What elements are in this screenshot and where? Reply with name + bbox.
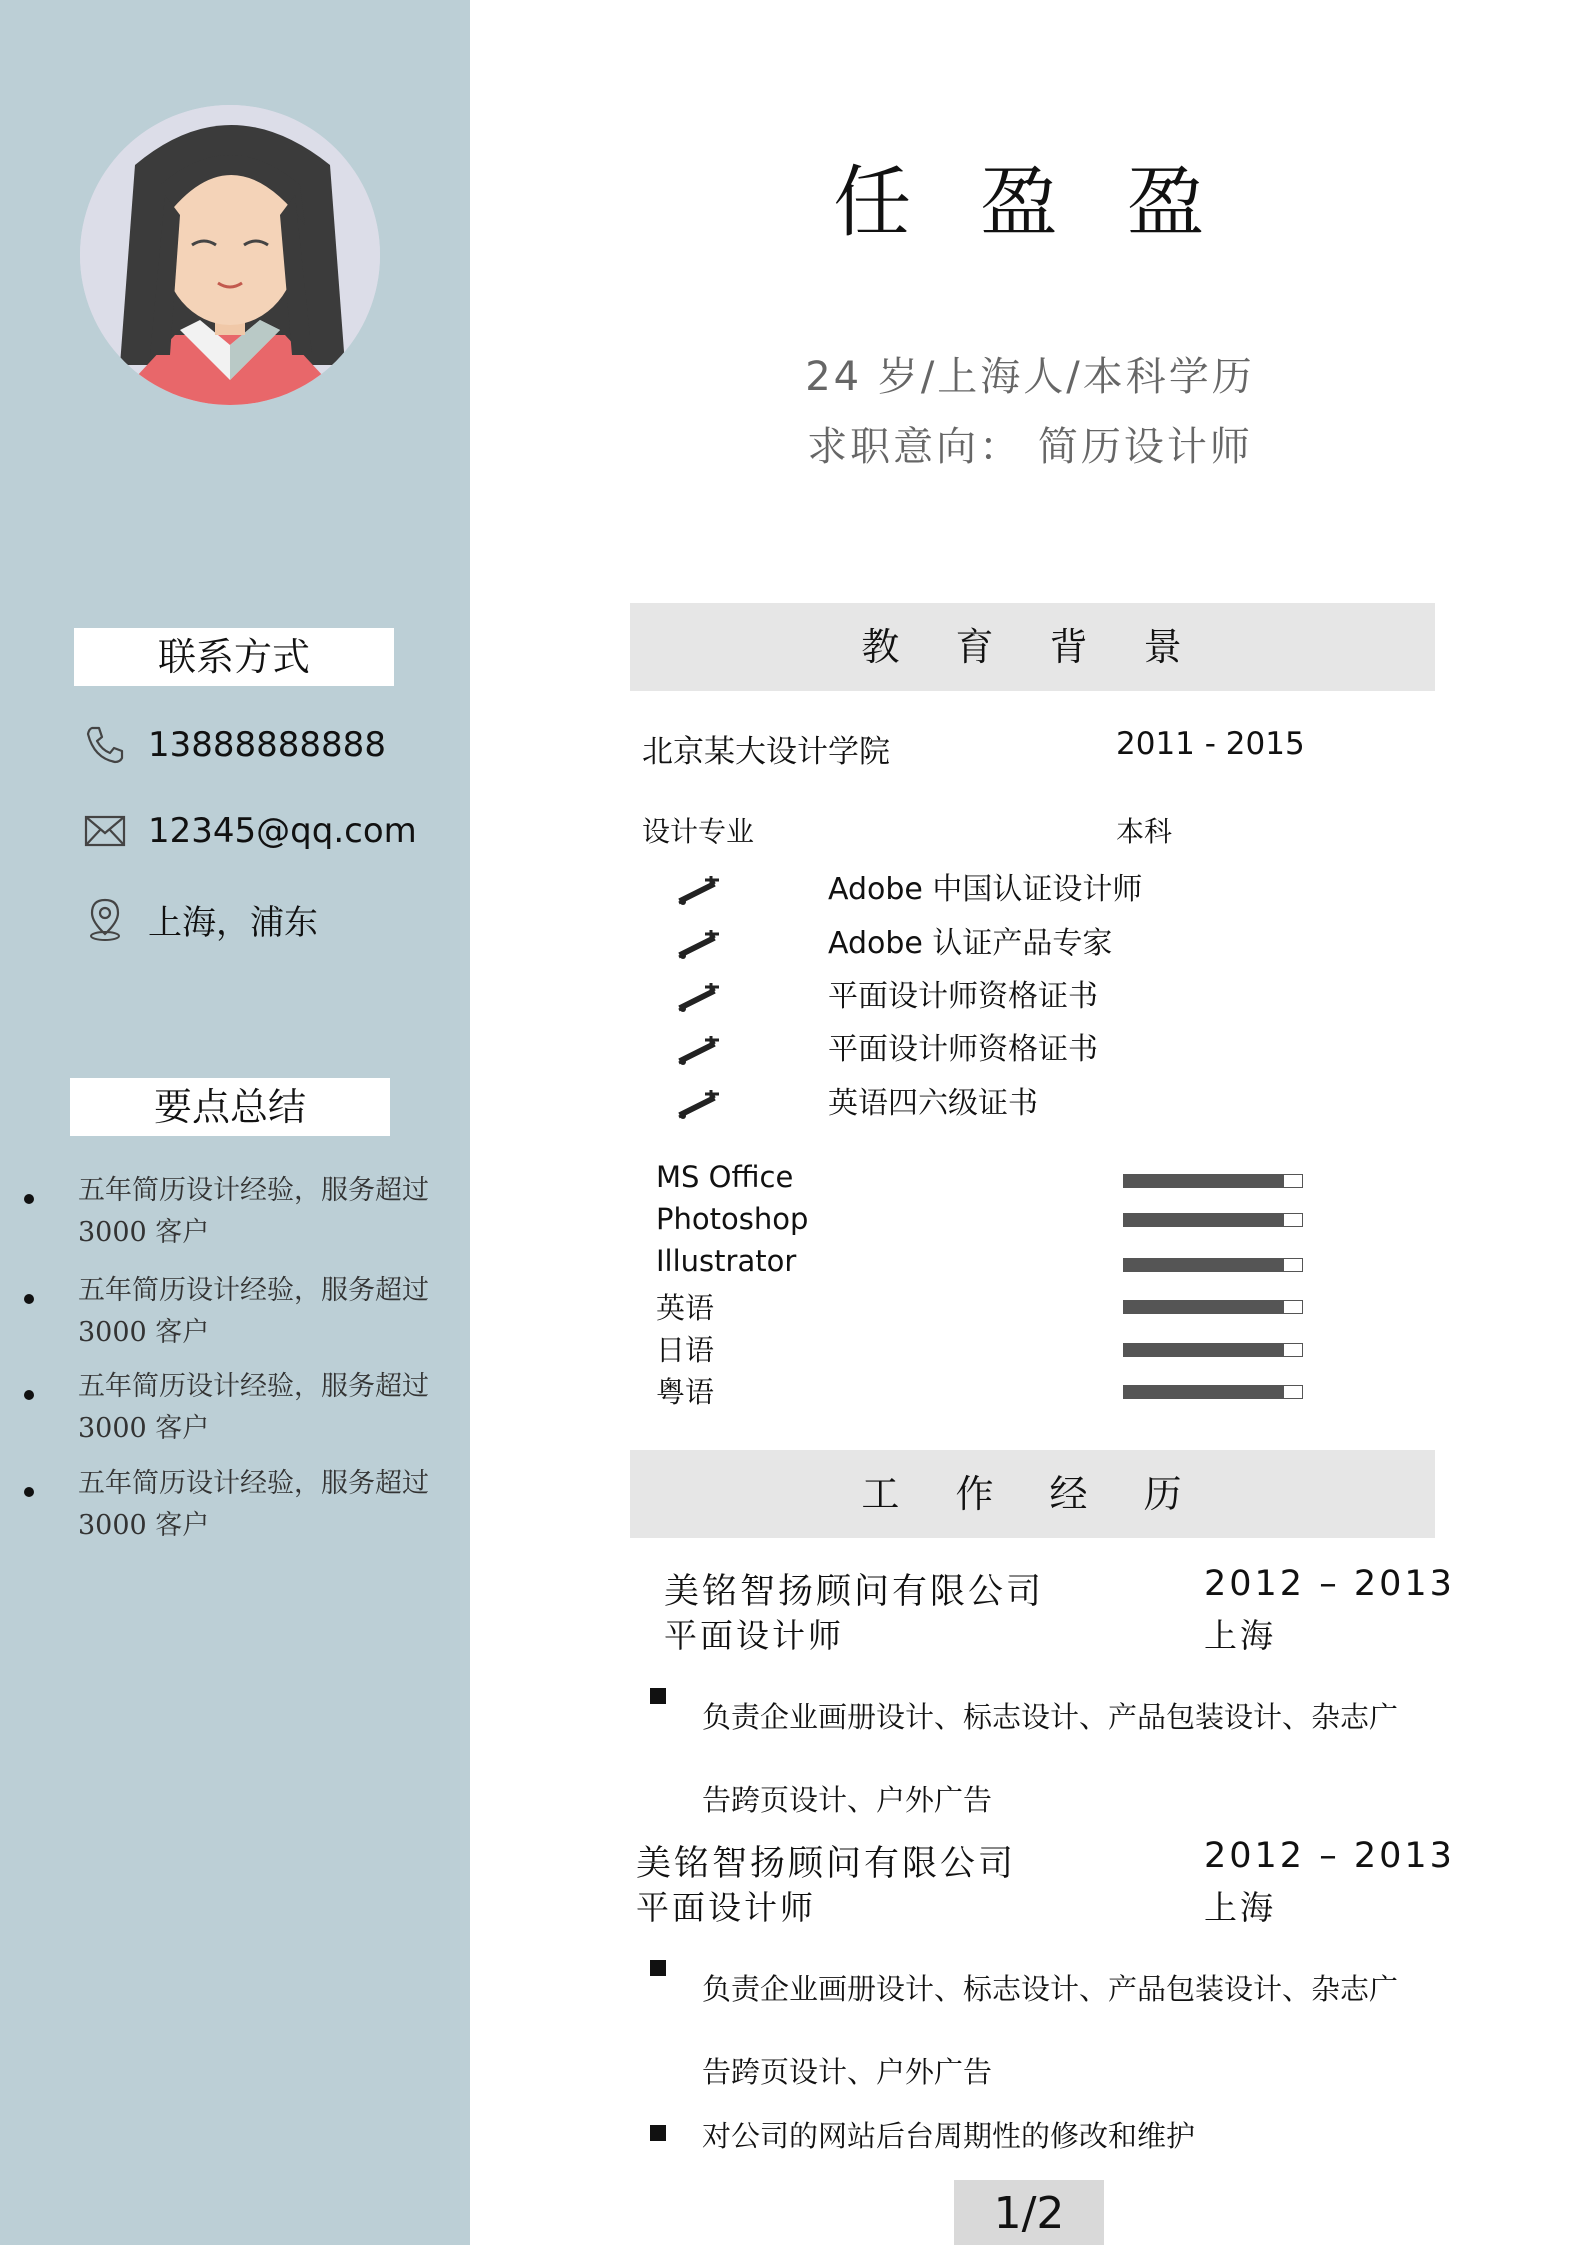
- contact-email: [82, 806, 417, 856]
- job-city: 上海: [1204, 1888, 1276, 1927]
- skill-bar-fill: [1124, 1175, 1284, 1187]
- job-role: 平面设计师: [636, 1888, 816, 1927]
- diploma-icon: [675, 926, 723, 962]
- contact-phone: [82, 720, 386, 770]
- certificate-item: 平面设计师资格证书: [828, 1032, 1098, 1067]
- skill-bar-fill: [1124, 1214, 1284, 1226]
- job-company: 美铭智扬顾问有限公司: [664, 1572, 1045, 1612]
- skill-bar-fill: [1124, 1344, 1284, 1356]
- certificate-item: 英语四六级证书: [828, 1086, 1038, 1121]
- job-duty: 负责企业画册设计、标志设计、产品包装设计、杂志广告跨页设计、户外广告: [702, 1700, 1399, 1817]
- summary-text: 五年简历设计经验，服务超过 3000 客户: [78, 1468, 429, 1541]
- summary-text: 五年简历设计经验，服务超过 3000 客户: [78, 1175, 429, 1248]
- job-objective: 求职意向： 简历设计师: [807, 424, 1253, 470]
- diploma-icon: [675, 872, 723, 908]
- diploma-icon: [675, 1032, 723, 1068]
- email-text: 12345@qq.com: [148, 811, 417, 851]
- contact-location: [82, 894, 318, 944]
- skill-label: 粤语: [656, 1375, 715, 1409]
- diploma-icon: [675, 979, 723, 1015]
- bullet-icon: [24, 1487, 34, 1497]
- skill-bar: [1123, 1300, 1303, 1314]
- skill-bar: [1123, 1174, 1303, 1188]
- skill-bar-fill: [1124, 1386, 1284, 1398]
- location-pin-icon: [82, 896, 128, 942]
- skill-bar: [1123, 1385, 1303, 1399]
- bullet-icon: [24, 1390, 34, 1400]
- degree: 本科: [1116, 815, 1173, 848]
- avatar: [80, 105, 380, 405]
- certificate-item: 平面设计师资格证书: [828, 979, 1098, 1014]
- skill-bar-fill: [1124, 1301, 1284, 1313]
- bullet-square-icon: [650, 1688, 666, 1704]
- major: 设计专业: [642, 815, 755, 848]
- skill-label: 日语: [656, 1333, 715, 1367]
- skill-label: Illustrator: [656, 1244, 797, 1278]
- school-years: 2011 - 2015: [1116, 726, 1305, 762]
- contact-title: 联系方式: [74, 628, 394, 686]
- job-duty: 对公司的网站后台周期性的修改和维护: [702, 2119, 1196, 2153]
- summary-text: 五年简历设计经验，服务超过 3000 客户: [78, 1275, 429, 1348]
- job-role: 平面设计师: [664, 1616, 844, 1655]
- phone-icon: [82, 722, 128, 768]
- skill-label: 英语: [656, 1291, 715, 1325]
- skill-bar: [1123, 1343, 1303, 1357]
- skill-label: MS Office: [656, 1160, 794, 1194]
- location-text: 上海，浦东: [148, 902, 318, 943]
- certificate-item: Adobe 中国认证设计师: [828, 872, 1143, 907]
- job-city: 上海: [1204, 1616, 1276, 1655]
- job-company: 美铭智扬顾问有限公司: [636, 1844, 1017, 1884]
- work-heading: 工 作 经 历: [630, 1450, 1435, 1538]
- skill-bar: [1123, 1258, 1303, 1272]
- candidate-info: 24 岁/上海人/本科学历: [805, 354, 1255, 400]
- avatar-illustration: [80, 105, 380, 405]
- phone-text: 13888888888: [148, 725, 386, 765]
- candidate-name: 任 盈 盈: [833, 158, 1227, 248]
- sidebar: [0, 0, 470, 2245]
- diploma-icon: [675, 1086, 723, 1122]
- education-heading: 教 育 背 景: [630, 603, 1435, 691]
- summary-title: 要点总结: [70, 1078, 390, 1136]
- page-number: 1/2: [954, 2180, 1104, 2245]
- bullet-square-icon: [650, 1960, 666, 1976]
- certificate-item: Adobe 认证产品专家: [828, 926, 1113, 961]
- job-years: 2012 – 2013: [1204, 1836, 1455, 1876]
- job-years: 2012 – 2013: [1204, 1564, 1455, 1604]
- bullet-square-icon: [650, 2125, 666, 2141]
- summary-text: 五年简历设计经验，服务超过 3000 客户: [78, 1371, 429, 1444]
- mail-icon: [82, 808, 128, 854]
- job-duty: 负责企业画册设计、标志设计、产品包装设计、杂志广告跨页设计、户外广告: [702, 1972, 1399, 2089]
- bullet-icon: [24, 1194, 34, 1204]
- bullet-icon: [24, 1294, 34, 1304]
- skill-bar-fill: [1124, 1259, 1284, 1271]
- school-name: 北京某大设计学院: [642, 734, 890, 770]
- skill-label: Photoshop: [656, 1202, 809, 1236]
- skill-bar: [1123, 1213, 1303, 1227]
